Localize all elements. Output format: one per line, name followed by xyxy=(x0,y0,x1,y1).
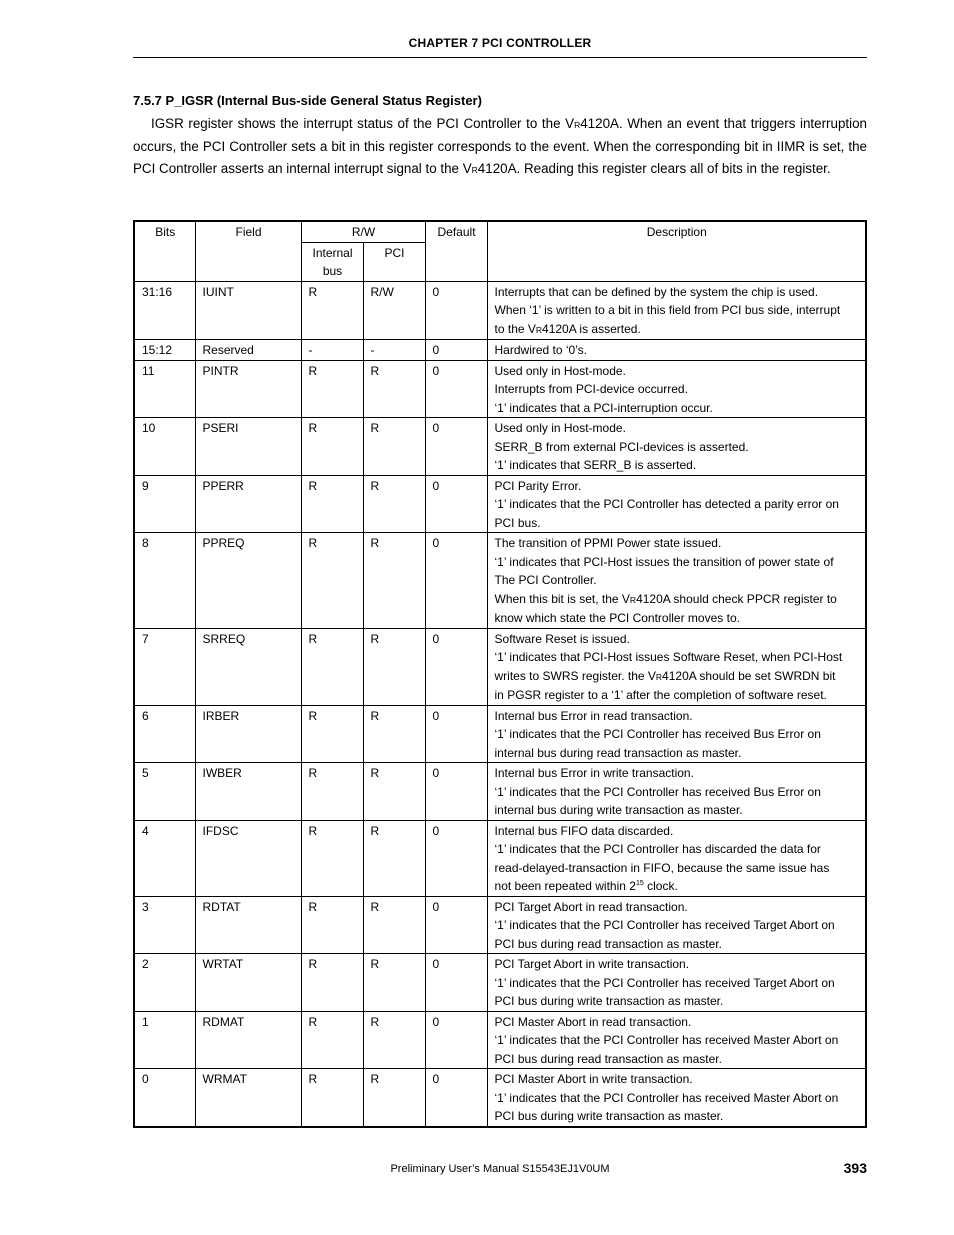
page-number: 393 xyxy=(843,1160,867,1176)
cell-default: 0 xyxy=(425,628,487,705)
cell-field: SRREQ xyxy=(195,628,301,705)
table-row xyxy=(134,281,866,340)
cell-description xyxy=(487,281,866,340)
description-line: PCI bus during read transaction as master. xyxy=(494,936,722,951)
cell-field: IWBER xyxy=(195,763,301,821)
cell-pci: R xyxy=(363,763,425,821)
cell-internal: - xyxy=(301,340,363,361)
description-line: ‘1’ indicates that SERR_B is asserted. xyxy=(494,458,697,472)
cell-default: 0 xyxy=(425,533,487,629)
description-line: ‘1’ indicates that the PCI Controller has discarded the data for xyxy=(494,842,821,856)
header-rule xyxy=(133,57,867,58)
cell-bits: 1 xyxy=(134,1011,195,1069)
table-row xyxy=(134,533,866,629)
cell-pci: R xyxy=(363,820,425,896)
description-line: to the VR4120A is asserted. xyxy=(494,321,641,336)
description-line: Used only in Host-mode. xyxy=(494,421,626,435)
description-line: PCI Master Abort in write transaction. xyxy=(494,1072,693,1086)
cell-bits: 4 xyxy=(134,820,195,896)
description-line: ‘1’ indicates that a PCI-interruption occur. xyxy=(494,400,713,415)
description-line: PCI Target Abort in write transaction. xyxy=(494,957,690,971)
cell-internal: R xyxy=(301,281,363,340)
cell-description xyxy=(487,533,866,629)
intro-paragraph xyxy=(133,113,867,181)
description-line: internal bus during write transaction as master. xyxy=(494,803,743,817)
header-bits: Bits xyxy=(134,221,195,281)
cell-bits: 6 xyxy=(134,705,195,763)
table-header-row xyxy=(134,221,866,242)
cell-field: WRTAT xyxy=(195,954,301,1012)
cell-pci: - xyxy=(363,340,425,361)
cell-default: 0 xyxy=(425,820,487,896)
description-line: know which state the PCI Controller moves to. xyxy=(494,611,740,625)
footer-manual: Preliminary User’s Manual S15543EJ1V0UM xyxy=(390,1163,610,1175)
cell-description xyxy=(487,418,866,476)
cell-internal: R xyxy=(301,954,363,1012)
cell-pci: R xyxy=(363,533,425,629)
header-internal-bus: Internal bus xyxy=(301,242,363,281)
cell-bits: 11 xyxy=(134,360,195,418)
cell-field: PSERI xyxy=(195,418,301,476)
cell-bits: 5 xyxy=(134,763,195,821)
cell-default: 0 xyxy=(425,418,487,476)
table-row xyxy=(134,820,866,896)
description-line: SERR_B from external PCI-devices is asserted. xyxy=(494,439,749,454)
cell-internal: R xyxy=(301,360,363,418)
cell-internal: R xyxy=(301,705,363,763)
cell-default: 0 xyxy=(425,763,487,821)
header-rw: R/W xyxy=(301,221,425,242)
description-line: writes to SWRS register. the VR4120A should be set SWRDN bit xyxy=(494,668,836,683)
table-row xyxy=(134,340,866,361)
register-table xyxy=(133,220,867,1128)
intro-sub-2: R xyxy=(471,165,478,175)
intro-text-1: IGSR register shows the interrupt status of the PCI Controller to the V xyxy=(151,116,575,131)
description-line: PCI bus during write transaction as master. xyxy=(494,994,724,1008)
description-line: Software Reset is issued. xyxy=(494,631,630,646)
cell-bits: 8 xyxy=(134,533,195,629)
cell-pci: R xyxy=(363,418,425,476)
cell-bits: 0 xyxy=(134,1069,195,1127)
description-line: Internal bus Error in write transaction. xyxy=(494,766,694,780)
description-line: The transition of PPMI Power state issued. xyxy=(494,536,722,550)
description-line: Internal bus Error in read transaction. xyxy=(494,708,693,723)
cell-field: PPERR xyxy=(195,475,301,533)
cell-field: IRBER xyxy=(195,705,301,763)
description-line: ‘1’ indicates that the PCI Controller has received Target Abort on xyxy=(494,918,835,932)
cell-bits: 9 xyxy=(134,475,195,533)
header-description: Description xyxy=(487,221,866,281)
description-line: Interrupts from PCI-device occurred. xyxy=(494,382,688,396)
cell-pci: R xyxy=(363,896,425,954)
cell-pci: R xyxy=(363,1011,425,1069)
table-row xyxy=(134,954,866,1012)
section-title: 7.5.7 P_IGSR (Internal Bus-side General Status Register) xyxy=(133,93,482,108)
cell-description xyxy=(487,360,866,418)
cell-default: 0 xyxy=(425,360,487,418)
cell-default: 0 xyxy=(425,281,487,340)
cell-default: 0 xyxy=(425,1069,487,1127)
table-row xyxy=(134,418,866,476)
cell-default: 0 xyxy=(425,1011,487,1069)
description-line: PCI bus during write transaction as master. xyxy=(494,1109,724,1123)
cell-bits: 3 xyxy=(134,896,195,954)
cell-pci: R xyxy=(363,628,425,705)
table-row xyxy=(134,1011,866,1069)
table-row xyxy=(134,705,866,763)
cell-internal: R xyxy=(301,475,363,533)
description-line: Used only in Host-mode. xyxy=(494,363,626,378)
cell-field: Reserved xyxy=(195,340,301,361)
cell-pci: R xyxy=(363,475,425,533)
cell-internal: R xyxy=(301,763,363,821)
header-default: Default xyxy=(425,221,487,281)
cell-default: 0 xyxy=(425,954,487,1012)
description-line: internal bus during read transaction as master. xyxy=(494,745,742,760)
description-line: ‘1’ indicates that the PCI Controller has received Bus Error on xyxy=(494,727,821,741)
cell-description xyxy=(487,820,866,896)
description-line: ‘1’ indicates that PCI-Host issues Software Reset, when PCI-Host xyxy=(494,650,843,664)
cell-pci: R xyxy=(363,954,425,1012)
cell-bits: 10 xyxy=(134,418,195,476)
description-line: ‘1’ indicates that the PCI Controller has received Target Abort on xyxy=(494,975,835,990)
cell-field: PPREQ xyxy=(195,533,301,629)
header-pci: PCI xyxy=(363,242,425,281)
register-table-body xyxy=(134,281,866,1127)
description-line: The PCI Controller. xyxy=(494,573,597,587)
cell-pci: R/W xyxy=(363,281,425,340)
cell-description xyxy=(487,628,866,705)
cell-pci: R xyxy=(363,705,425,763)
description-line: in PGSR register to a ‘1’ after the completion of software reset. xyxy=(494,688,827,702)
cell-internal: R xyxy=(301,1011,363,1069)
cell-bits: 7 xyxy=(134,628,195,705)
description-line: PCI Master Abort in read transaction. xyxy=(494,1014,692,1029)
description-line: Hardwired to ‘0’s. xyxy=(494,343,587,357)
table-row xyxy=(134,763,866,821)
cell-description xyxy=(487,954,866,1012)
cell-bits: 15:12 xyxy=(134,340,195,361)
table-row xyxy=(134,1069,866,1127)
cell-description xyxy=(487,1011,866,1069)
cell-internal: R xyxy=(301,820,363,896)
cell-description xyxy=(487,340,866,361)
intro-text-2: 4120A. When an event that triggers interruption occurs, the PCI Controller sets a bit in this register corresponds to the event. When the corresponding bit in IIMR is set, the PCI Controller asserts an internal interrupt signal to the V xyxy=(133,116,867,176)
description-line: ‘1’ indicates that PCI-Host issues the transition of power state of xyxy=(494,554,834,569)
cell-description xyxy=(487,705,866,763)
table-row xyxy=(134,475,866,533)
cell-description xyxy=(487,475,866,533)
cell-description xyxy=(487,763,866,821)
cell-internal: R xyxy=(301,628,363,705)
description-line: PCI bus. xyxy=(494,515,541,530)
cell-bits: 2 xyxy=(134,954,195,1012)
cell-default: 0 xyxy=(425,340,487,361)
cell-field: IFDSC xyxy=(195,820,301,896)
cell-bits: 31:16 xyxy=(134,281,195,340)
cell-field: IUINT xyxy=(195,281,301,340)
table-row xyxy=(134,360,866,418)
header-field: Field xyxy=(195,221,301,281)
cell-internal: R xyxy=(301,418,363,476)
description-line: PCI bus during read transaction as master. xyxy=(494,1051,722,1066)
cell-description xyxy=(487,1069,866,1127)
description-line: PCI Parity Error. xyxy=(494,478,582,493)
cell-field: RDMAT xyxy=(195,1011,301,1069)
description-line: PCI Target Abort in read transaction. xyxy=(494,899,688,914)
intro-text-3: 4120A. Reading this register clears all of bits in the register. xyxy=(477,161,831,176)
description-line: read-delayed-transaction in FIFO, because the same issue has xyxy=(494,860,830,875)
cell-internal: R xyxy=(301,896,363,954)
description-line: ‘1’ indicates that the PCI Controller has received Bus Error on xyxy=(494,784,821,799)
description-line: Interrupts that can be defined by the system the chip is used. xyxy=(494,284,819,299)
description-line: ‘1’ indicates that the PCI Controller has received Master Abort on xyxy=(494,1033,839,1047)
cell-internal: R xyxy=(301,533,363,629)
description-line: Internal bus FIFO data discarded. xyxy=(494,823,674,838)
description-line: ‘1’ indicates that the PCI Controller has received Master Abort on xyxy=(494,1090,839,1105)
table-row xyxy=(134,896,866,954)
chapter-header: CHAPTER 7 PCI CONTROLLER xyxy=(408,36,592,50)
cell-field: WRMAT xyxy=(195,1069,301,1127)
description-line: When this bit is set, the VR4120A should check PPCR register to xyxy=(494,591,837,606)
cell-default: 0 xyxy=(425,896,487,954)
intro-sub-1: R xyxy=(574,120,581,130)
cell-pci: R xyxy=(363,360,425,418)
cell-field: RDTAT xyxy=(195,896,301,954)
description-line: not been repeated within $2^{15}$ clock. xyxy=(494,879,678,893)
cell-pci: R xyxy=(363,1069,425,1127)
table-row xyxy=(134,628,866,705)
cell-internal: R xyxy=(301,1069,363,1127)
description-line: ‘1’ indicates that the PCI Controller has detected a parity error on xyxy=(494,497,839,511)
cell-default: 0 xyxy=(425,475,487,533)
cell-description xyxy=(487,896,866,954)
description-line: When ‘1’ is written to a bit in this field from PCI bus side, interrupt xyxy=(494,303,841,317)
cell-default: 0 xyxy=(425,705,487,763)
cell-field: PINTR xyxy=(195,360,301,418)
